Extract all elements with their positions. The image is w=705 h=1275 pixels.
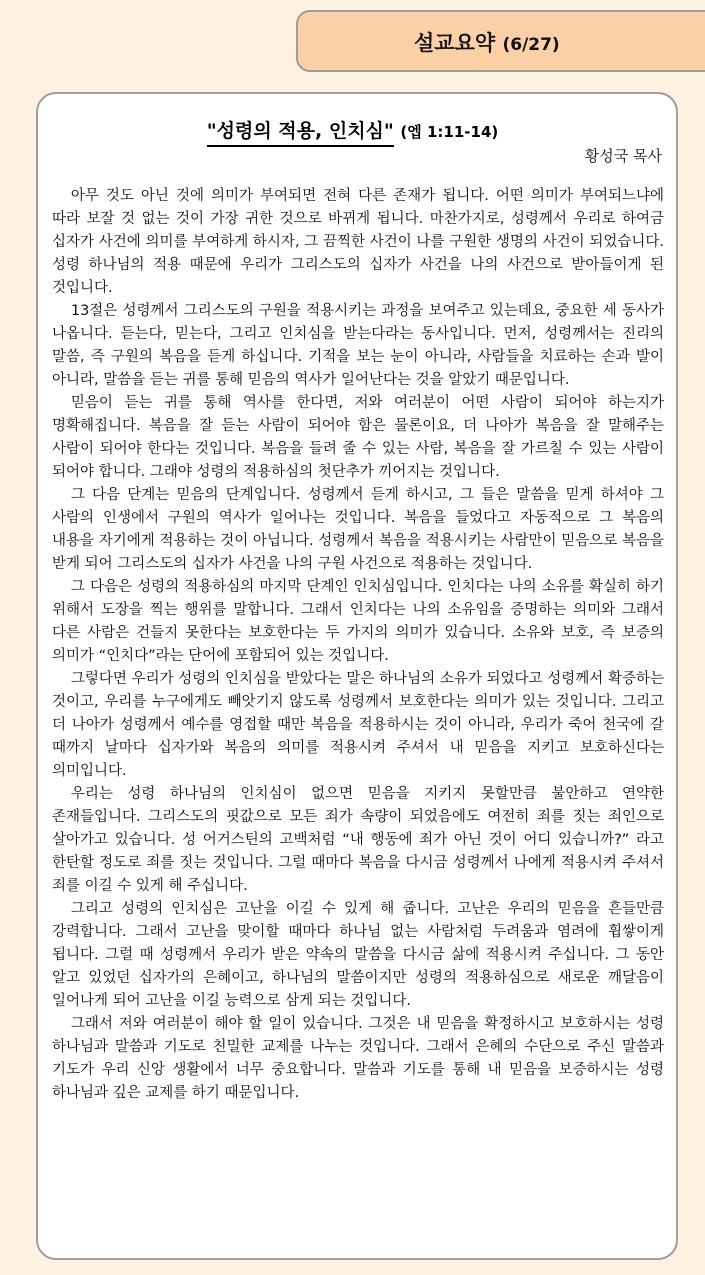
paragraph: 13절은 성령께서 그리스도의 구원을 적용시키는 과정을 보여주고 있는데요, 중요한 세 동사가 나옵니다. 듣는다, 믿는다, 그리고 인치심을 받는다라는 동사입니다. 먼저, 성령께서는 진리의 말씀, 즉 구원의 복음을 듣게 하십니다. 기적을 보는 눈이 아니라, 사람들을 치료하는 손과 발이 아니라, 말씀을 듣는 귀를 통해 믿음의 역사가 일어난다는 것을 알았기 때문입니다.: [52, 303, 664, 388]
paragraph: 그 다음 단계는 믿음의 단계입니다. 성령께서 듣게 하시고, 그 들은 말씀을 믿게 하셔야 그 사람의 인생에서 구원의 역사가 일어나는 것입니다. 복음을 들었다고 자동적으로 그 복음의 내용을 자기에게 적용하는 것이 아닙니다. 성령께서 복음을 적용시키는 사람만이 믿음으로 복음을 받게 되어 그리스도의 십자가 사건을 나의 구원 사건으로 적용하는 것입니다.: [52, 487, 664, 572]
paragraph: 그렇다면 우리가 성령의 인치심을 받았다는 말은 하나님의 소유가 되었다고 성령께서 확증하는 것이고, 우리를 누구에게도 빼앗기지 않도록 성령께서 보호한다는 의미가 있는 것입니다. 그리고 더 나아가 성령께서 예수를 영접할 때만 복음을 적용하시는 것이 아니라, 우리가 죽어 천국에 갈 때까지 날마다 십자가와 복음의 의미를 적용시켜 주셔서 내 믿음을 지키고 보호하신다는 의미입니다.: [52, 671, 664, 779]
sermon-body: [52, 185, 664, 1105]
sermon-title-text: "성령의 적용, 인치심": [207, 118, 394, 147]
paragraph: 그 다음은 성령의 적용하심의 마지막 단계인 인치심입니다. 인치다는 나의 소유를 확실히 하기 위해서 도장을 찍는 행위를 말합니다. 그래서 인치다는 나의 소유임을 증명하는 의미와 그래서 다른 사람은 건들지 못한다는 보호한다는 두 가지의 의미가 있습니다. 소유와 보호, 즉 보증의 의미가 “인치다”라는 단어에 포함되어 있는 것입니다.: [52, 579, 664, 664]
paragraph: 그리고 성령의 인치심은 고난을 이길 수 있게 해 줍니다. 고난은 우리의 믿음을 흔들만큼 강력합니다. 그래서 고난을 맞이할 때마다 하나님 없는 사람처럼 두려움과 염려에 휩쌓이게 됩니다. 그럴 때 성령께서 우리가 받은 약속의 말씀을 다시금 삶에 적용시켜 주십니다. 그 동안 알고 있었던 십자가의 은혜이고, 하나님의 말씀이지만 성령의 적용하심으로 새로운 깨달음이 일어나게 되어 고난을 이길 능력으로 삼게 되는 것입니다.: [52, 901, 664, 1009]
paragraph: 아무 것도 아닌 것에 의미가 부여되면 전혀 다른 존재가 됩니다. 어떤 의미가 부여되느냐에 따라 보잘 것 없는 것이 가장 귀한 것으로 바뀌게 됩니다. 마찬가지로, 성령께서 우리로 하여금 십자가 사건에 의미를 부여하게 하시자, 그 끔찍한 사건이 나를 구원한 생명의 사건이 되었습니다. 성령 하나님의 적용 때문에 우리가 그리스도의 십자가 사건을 나의 사건으로 받아들이게 된 것입니다.: [52, 188, 664, 296]
header-title-text: 설교요약: [414, 31, 496, 55]
header-date: (6/27): [502, 35, 560, 55]
paragraph: 그래서 저와 여러분이 해야 할 일이 있습니다. 그것은 내 믿음을 확정하시고 보호하시는 성령 하나님과 말씀과 기도로 친밀한 교제를 나누는 것입니다. 그래서 은혜의 수단으로 주신 말씀과 기도가 우리 신앙 생활에서 너무 중요합니다. 말씀과 기도를 통해 내 믿음을 보증하시는 성령 하나님과 깊은 교제를 하기 때문입니다.: [52, 1016, 664, 1101]
sermon-title: [0, 118, 705, 147]
scripture-reference: (엡 1:11-14): [400, 123, 499, 141]
paragraph: 우리는 성령 하나님의 인치심이 없으면 믿음을 지키지 못할만큼 불안하고 연약한 존재들입니다. 그리스도의 핏값으로 모든 죄가 속량이 되었음에도 여전히 죄를 짓는 죄인으로 살아가고 있습니다. 성 어거스틴의 고백처럼 “내 행동에 죄가 아닌 것이 어디 있습니까?” 라고 한탄할 정도로 죄를 짓는 것입니다. 그럴 때마다 복음을 다시금 성령께서 나에게 적용시켜 주셔서 죄를 이길 수 있게 해 주십니다.: [52, 786, 664, 894]
paragraph: 믿음이 듣는 귀를 통해 역사를 한다면, 저와 여러분이 어떤 사람이 되어야 하는지가 명확해집니다. 복음을 잘 듣는 사람이 되어야 함은 물론이요, 더 나아가 복음을 잘 말해주는 사람이 되어야 한다는 것입니다. 복음을 들려 줄 수 있는 사람, 복음을 잘 가르칠 수 있는 사람이 되어야 합니다. 그래야 성령의 적용하심의 첫단추가 끼어지는 것입니다.: [52, 395, 664, 480]
header-title: [414, 30, 560, 58]
author-name: 황성국 목사: [584, 147, 662, 165]
